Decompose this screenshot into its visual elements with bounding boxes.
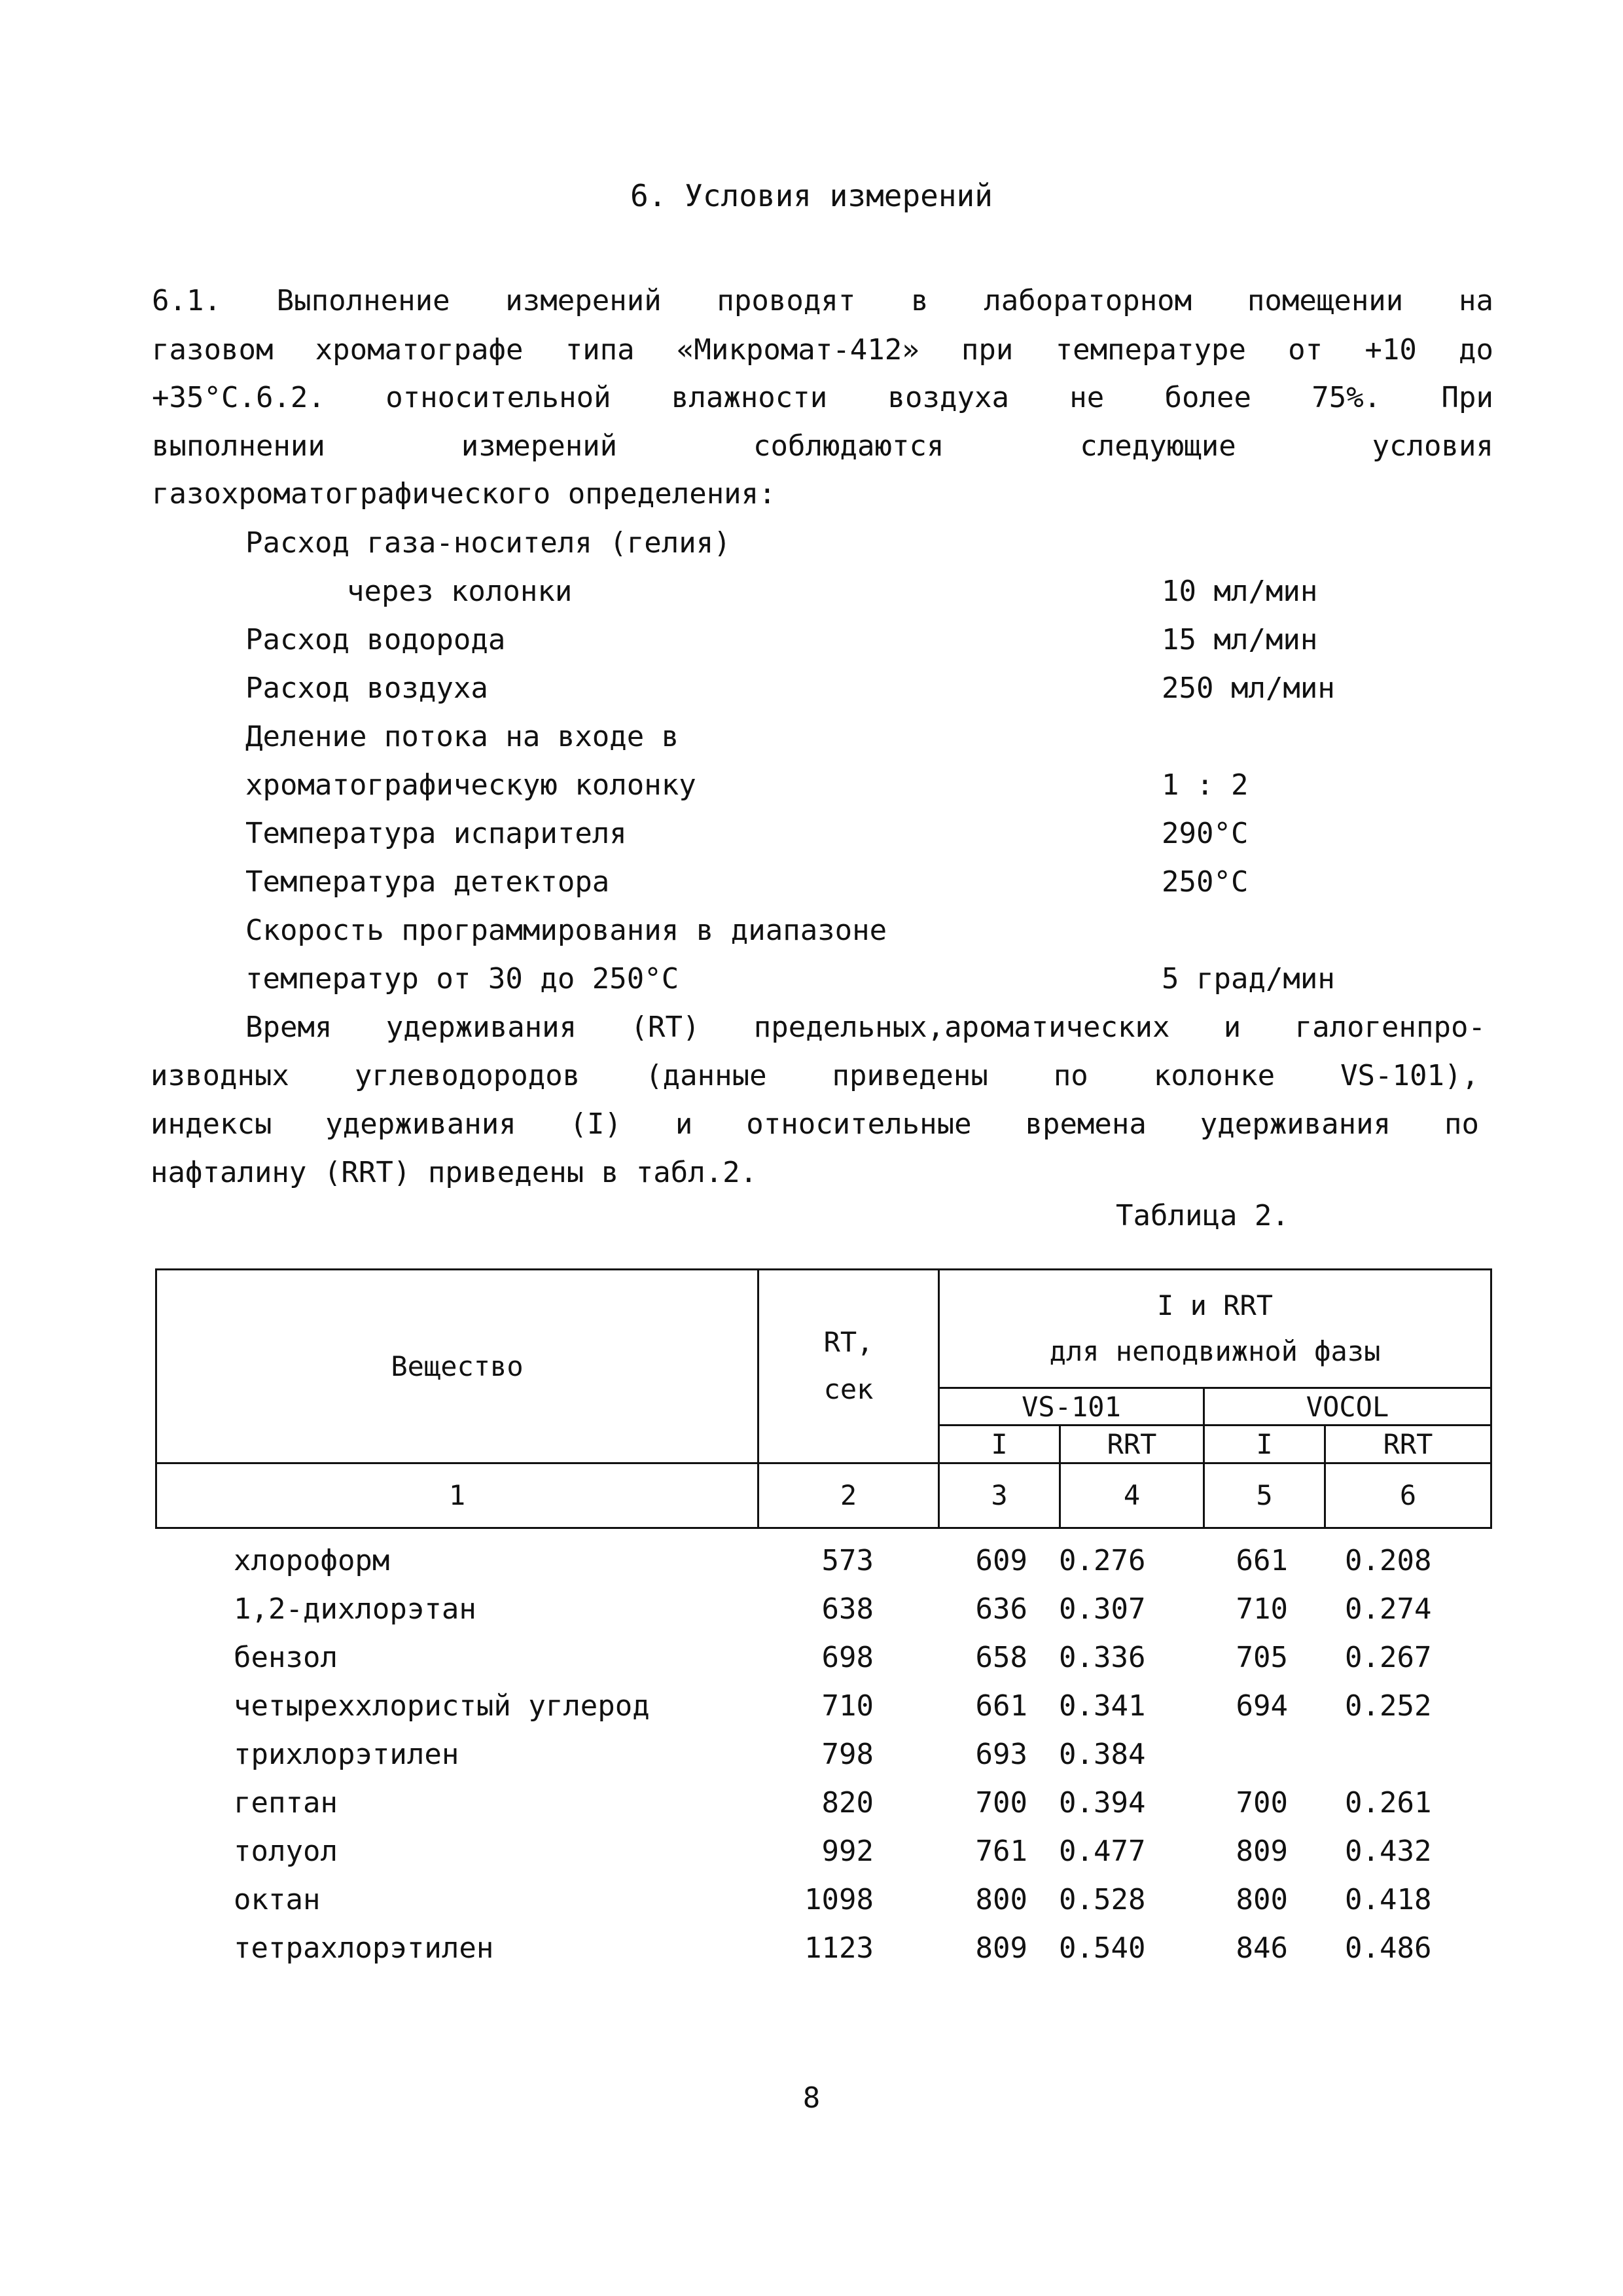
parameter-label: Температура испарителя	[245, 817, 627, 850]
column-number: 6	[1325, 1463, 1491, 1528]
paragraph2-line: Время удерживания (RT) предельных,ароматических и галогенпро-	[245, 1011, 1486, 1044]
table-row	[0, 1731, 1623, 1779]
substance-name: четыреххлористый углерод	[234, 1689, 650, 1723]
substance-name: тетрахлорэтилен	[234, 1931, 494, 1965]
i-vocol-value: 661	[1236, 1544, 1288, 1577]
parameter-value: 1 : 2	[1162, 768, 1249, 802]
page-number: 8	[802, 2081, 821, 2115]
substance-name: 1,2-дихлорэтан	[234, 1592, 476, 1626]
parameter-value: 15 мл/мин	[1162, 623, 1318, 656]
paragraph2-line: нафталину (RRT) приведены в табл.2.	[151, 1156, 758, 1189]
rt-value: 1123	[804, 1931, 874, 1965]
header-i-vocol: I	[1204, 1426, 1325, 1463]
rt-value: 820	[821, 1786, 874, 1820]
table-row	[0, 1779, 1623, 1827]
header-phase-vocol: VOCOL	[1204, 1388, 1491, 1425]
rt-value: 1098	[804, 1883, 874, 1916]
rrt-vs101-value: 0.477	[1059, 1835, 1146, 1868]
header-substance: Вещество	[156, 1270, 758, 1463]
i-vocol-value: 705	[1236, 1641, 1288, 1674]
i-vocol-value: 809	[1236, 1835, 1288, 1868]
substance-name: гептан	[234, 1786, 338, 1820]
substance-name: толуол	[234, 1835, 338, 1868]
table-caption: Таблица 2.	[1116, 1199, 1289, 1232]
table-row	[0, 1682, 1623, 1731]
paragraph1-line: газохроматографического определения:	[152, 477, 776, 511]
i-vocol-value: 800	[1236, 1883, 1288, 1916]
i-vs101-value: 693	[975, 1738, 1027, 1771]
substance-name: хлороформ	[234, 1544, 390, 1577]
paragraph1-line: 6.1. Выполнение измерений проводят в лабораторном помещении на	[152, 284, 1493, 317]
rrt-vs101-value: 0.528	[1059, 1883, 1146, 1916]
paragraph2-line: изводных углеводородов (данные приведены по колонке VS-101),	[151, 1059, 1479, 1092]
column-number: 5	[1204, 1463, 1325, 1528]
column-number: 1	[156, 1463, 758, 1528]
i-vs101-value: 609	[975, 1544, 1027, 1577]
i-vocol-value: 846	[1236, 1931, 1288, 1965]
section-title: 6. Условия измерений	[630, 178, 993, 213]
rrt-vs101-value: 0.307	[1059, 1592, 1146, 1626]
header-rrt-vocol: RRT	[1325, 1426, 1491, 1463]
rrt-vocol-value: 0.267	[1345, 1641, 1432, 1674]
rrt-vs101-value: 0.394	[1059, 1786, 1146, 1820]
i-vs101-value: 809	[975, 1931, 1027, 1965]
header-rt-label: RT,	[823, 1326, 874, 1359]
parameter-value: 5 град/мин	[1162, 962, 1335, 996]
i-vs101-value: 761	[975, 1835, 1027, 1868]
header-rrt-vs101: RRT	[1060, 1426, 1204, 1463]
header-group-subtitle: для неподвижной фазы	[1049, 1335, 1381, 1367]
rt-value: 710	[821, 1689, 874, 1723]
parameter-label: температур от 30 до 250°С	[245, 962, 679, 996]
rrt-vs101-value: 0.276	[1059, 1544, 1146, 1577]
column-number: 4	[1060, 1463, 1204, 1528]
i-vs101-value: 636	[975, 1592, 1027, 1626]
substance-name: трихлорэтилен	[234, 1738, 459, 1771]
rrt-vocol-value: 0.274	[1345, 1592, 1432, 1626]
substance-name: октан	[234, 1883, 321, 1916]
rrt-vs101-value: 0.540	[1059, 1931, 1146, 1965]
parameter-label: Расход водорода	[245, 623, 506, 656]
table-row	[0, 1634, 1623, 1682]
i-vs101-value: 800	[975, 1883, 1027, 1916]
rrt-vocol-value: 0.261	[1345, 1786, 1432, 1820]
table-row	[0, 1585, 1623, 1634]
parameter-label: Температура детектора	[245, 865, 610, 899]
column-number: 2	[758, 1463, 939, 1528]
header-i-vs101: I	[939, 1426, 1060, 1463]
rt-value: 798	[821, 1738, 874, 1771]
rt-value: 698	[821, 1641, 874, 1674]
parameter-value: 250°С	[1162, 865, 1249, 899]
rt-value: 992	[821, 1835, 874, 1868]
rrt-vocol-value: 0.208	[1345, 1544, 1432, 1577]
rrt-vocol-value: 0.252	[1345, 1689, 1432, 1723]
parameter-value: 10 мл/мин	[1162, 575, 1318, 608]
rt-value: 573	[821, 1544, 874, 1577]
rt-value: 638	[821, 1592, 874, 1626]
i-vocol-value: 710	[1236, 1592, 1288, 1626]
header-phase-vs101: VS-101	[939, 1388, 1204, 1425]
table-row	[0, 1827, 1623, 1876]
parameter-label: через колонки	[347, 575, 573, 608]
column-number: 3	[939, 1463, 1060, 1528]
rrt-vocol-value: 0.432	[1345, 1835, 1432, 1868]
parameter-label: хроматографическую колонку	[245, 768, 696, 802]
parameter-label: Расход воздуха	[245, 672, 488, 705]
parameter-label: Скорость программирования в диапазоне	[245, 914, 887, 947]
table-row	[0, 1537, 1623, 1585]
i-vs101-value: 661	[975, 1689, 1027, 1723]
rrt-vocol-value: 0.418	[1345, 1883, 1432, 1916]
paragraph2-line: индексы удерживания (I) и относительные времена удерживания по	[151, 1107, 1479, 1141]
header-rt	[758, 1270, 939, 1463]
table-header	[155, 1268, 1492, 1529]
parameter-label: Расход газа-носителя (гелия)	[245, 526, 731, 560]
i-vs101-value: 658	[975, 1641, 1027, 1674]
paragraph1-line: выполнении измерений соблюдаются следующие условия	[152, 429, 1493, 463]
header-group-title: I и RRT	[1157, 1289, 1274, 1321]
i-vocol-value: 694	[1236, 1689, 1288, 1723]
parameter-value: 250 мл/мин	[1162, 672, 1335, 705]
paragraph1-line: газовом хроматографе типа «Микромат-412» при температуре от +10 до	[152, 333, 1493, 367]
parameter-value: 290°С	[1162, 817, 1249, 850]
substance-name: бензол	[234, 1641, 338, 1674]
header-rt-unit: сек	[823, 1373, 874, 1406]
rrt-vs101-value: 0.341	[1059, 1689, 1146, 1723]
rrt-vocol-value: 0.486	[1345, 1931, 1432, 1965]
header-group	[939, 1270, 1491, 1388]
i-vocol-value: 700	[1236, 1786, 1288, 1820]
table-row	[0, 1876, 1623, 1924]
i-vs101-value: 700	[975, 1786, 1027, 1820]
paragraph1-line: +35°С.6.2. относительной влажности воздуха не более 75%. При	[152, 381, 1493, 414]
rrt-vs101-value: 0.384	[1059, 1738, 1146, 1771]
parameter-label: Деление потока на входе в	[245, 720, 679, 753]
table-row	[0, 1924, 1623, 1973]
rrt-vs101-value: 0.336	[1059, 1641, 1146, 1674]
